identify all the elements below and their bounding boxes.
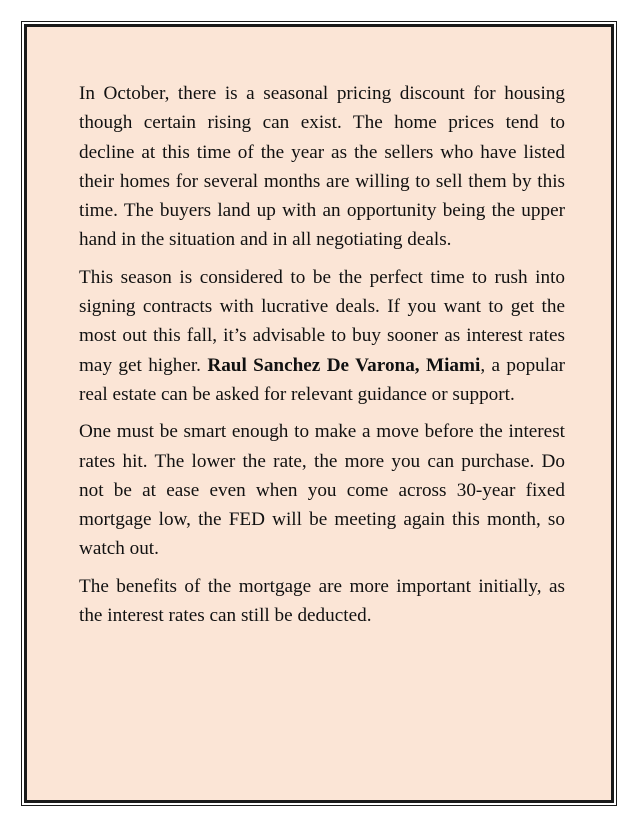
- paragraph-text: The benefits of the mortgage are more important initially, as the interest rates can still be deducted.: [79, 575, 565, 627]
- paragraph-text: In October, there is a seasonal pricing discount for housing though certain rising can exist. The home prices tend to decline at this time of the year as the sellers who have listed their homes for several months are willing to sell them by this time. The buyers land up with an opportunity being the upper hand in the situation and in all negotiating deals.: [79, 83, 565, 251]
- document-page: [24, 24, 614, 803]
- paragraph-text: One must be smart enough to make a move before the interest rates hit. The lower the rate, the more you can purchase. Do not be at ease even when you come across 30-year fixed mortgage low, the FED will be meeting again this month, so watch out.: [79, 421, 565, 560]
- paragraph-mortgage-benefits: [79, 572, 565, 631]
- paragraph-interest-rates: [79, 417, 565, 563]
- bold-name: Raul Sanchez De Varona, Miami: [207, 354, 481, 376]
- document-body: [79, 79, 565, 638]
- paragraph-text: , a popular real estate can be asked for relevant guidance or support.: [79, 354, 565, 405]
- paragraph-season-contracts: [79, 263, 565, 409]
- paragraph-october-pricing: [79, 79, 565, 255]
- paragraph-text: This season is considered to be the perfect time to rush into signing contracts with lucrative deals. If you want to get the most out this fall, it’s advisable to buy sooner as interest rates may get higher.: [79, 266, 565, 376]
